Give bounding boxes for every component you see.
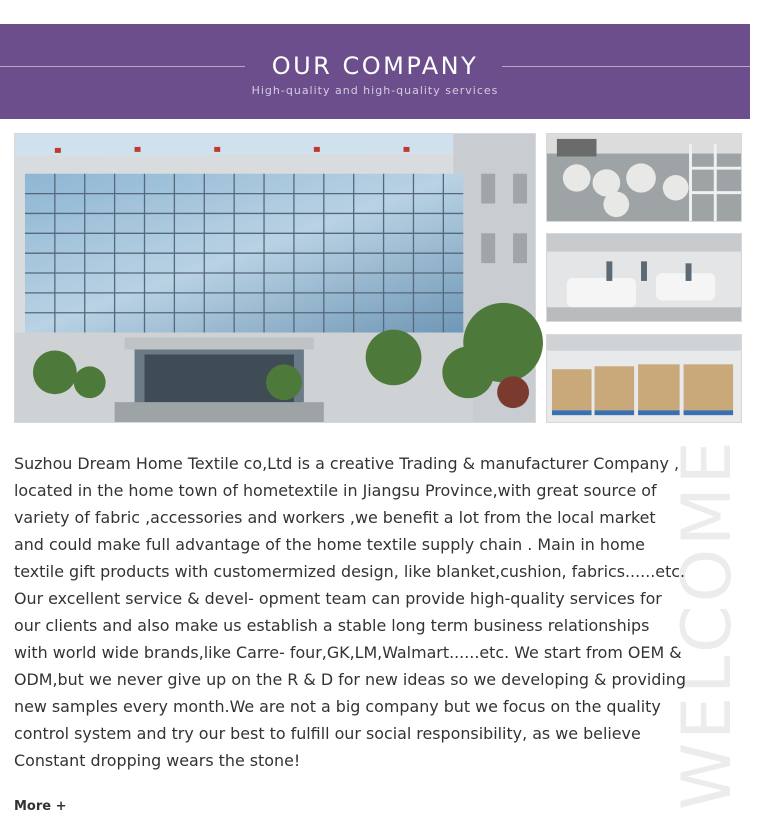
company-description: Suzhou Dream Home Textile co,Ltd is a creative Trading & manufacturer Company , located in the home town of hometextile in Jiangsu Province,with great source of variety of fabric ,accessories and workers ,we benefit a lot from the local market and could make full advantage of the home textile supply chain . Main in home textile gift products with customermized design, like blanket,cushion, fabrics......etc. Our excellent service & devel- opment team can provide high-quality services for our clients and also make us establish a stable long term business relationships with world wide brands,like Carre- four,GK,LM,Walmart......etc. We start from OEM & ODM,but we never give up on the R & D for new ideas so we developing & providing new samples every month.We are not a big company but we focus on the quality control system and try our best to fulfill our social responsibility, as we believe Constant dropping wears the stone!	[14, 454, 686, 770]
welcome-watermark: WELCOME	[668, 438, 747, 810]
warehouse-shelves-photo	[546, 133, 742, 222]
section-subtitle: High-quality and high-quality services	[251, 84, 499, 97]
section-title: OUR COMPANY	[271, 52, 479, 80]
more-link[interactable]: More +	[14, 799, 67, 814]
packed-cartons-photo	[546, 334, 742, 423]
production-workshop-photo	[546, 233, 742, 322]
company-building-photo	[14, 133, 536, 423]
section-header-banner	[0, 24, 750, 119]
